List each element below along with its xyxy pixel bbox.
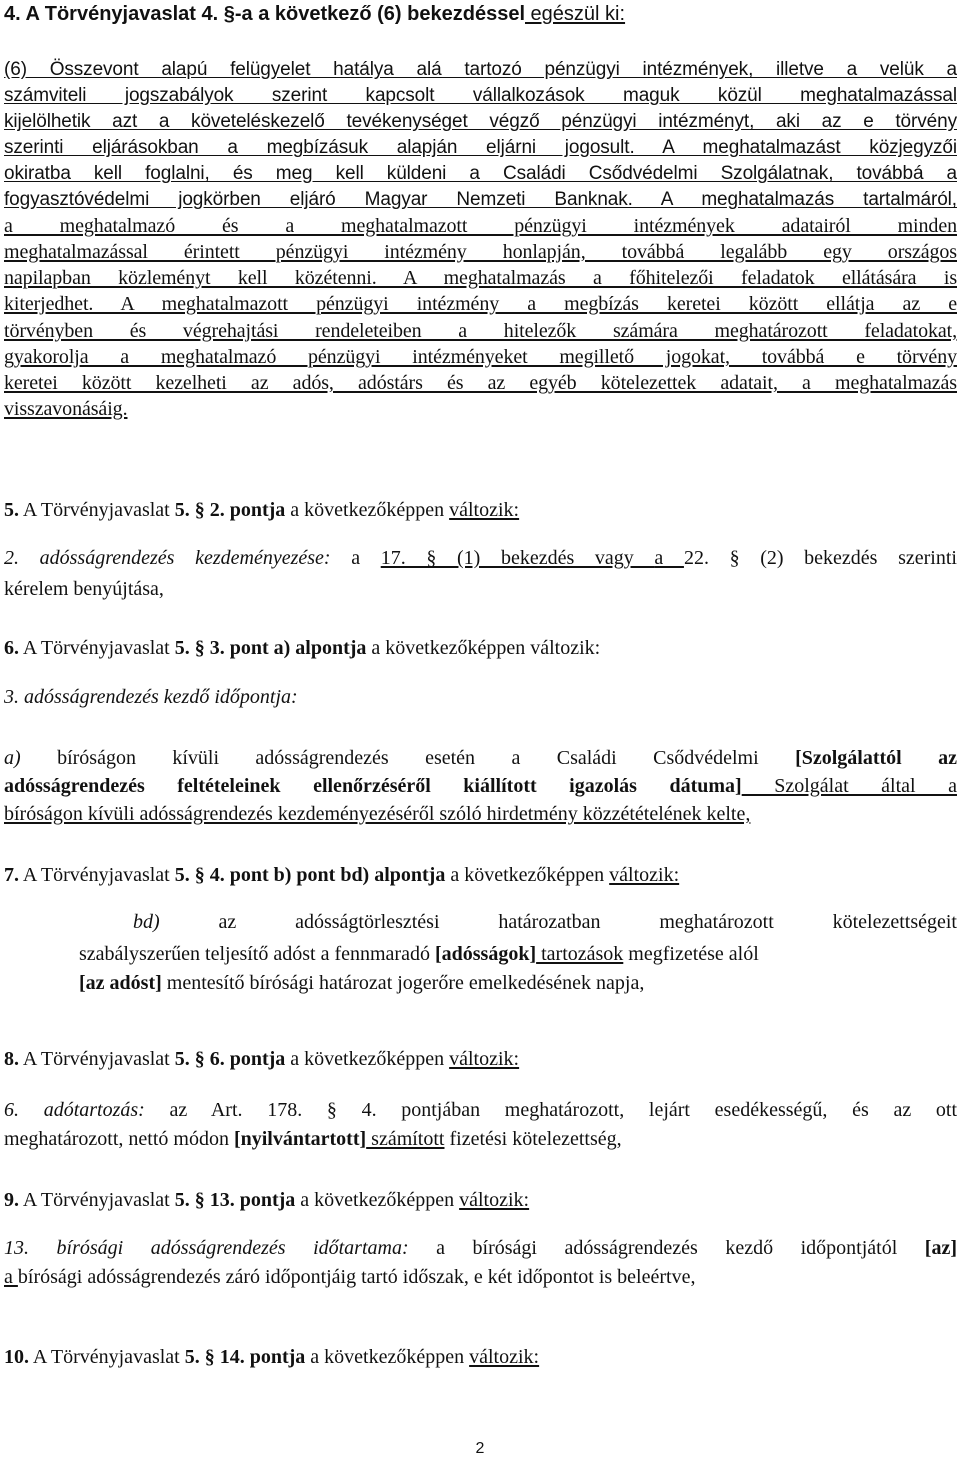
paragraph-line: okiratba kell foglalni, és meg kell küldeni a Családi Csődvédelmi Szolgálatnak, továbbá a	[4, 163, 957, 184]
section-9-line1	[4, 1235, 957, 1261]
section-7-line3	[79, 970, 957, 996]
section-6-line3: bíróságon kívüli adósságrendezés kezdeményezéséről szóló hirdetmény közzétételének kelte,	[4, 803, 751, 825]
paragraph-line: szerinti eljárásokban a megbízásuk alapján eljárni jogosult. A meghatalmazást közjegyzői	[4, 137, 957, 158]
section-6-heading	[4, 635, 957, 661]
section-number: 7.	[4, 864, 19, 886]
heading-reference: 5. § 3. pont a) alpontja	[174, 637, 367, 659]
heading-text: A Törvényjavaslat	[29, 1346, 185, 1368]
definition-2	[4, 545, 957, 571]
body-text: bírósági adósságrendezés záró időpontjáig tartó időszak, e két időpontot is beleértve,	[17, 1266, 696, 1288]
heading-reference: 5. § 2. pontja	[174, 499, 286, 521]
paragraph-line: meghatalmazással érintett pénzügyi intézmény honlapján, továbbá legalább egy országos	[4, 241, 957, 263]
body-text: az adósságtörlesztési határozatban meghatározott kötelezettségeit	[159, 911, 957, 933]
deleted-text: [az adóst]	[79, 972, 162, 994]
section-number: 6.	[4, 637, 19, 659]
heading-text: a következőképpen	[445, 864, 610, 886]
page-number: 2	[475, 1440, 485, 1457]
paragraph-line: visszavonásáig.	[4, 398, 128, 420]
heading-reference: 5. § 14. pontja	[184, 1346, 306, 1368]
definition-term: 2. adósságrendezés kezdeményezése:	[4, 547, 331, 569]
paragraph-line: fogyasztóvédelmi jogkörben eljáró Magyar Nemzeti Banknak. A meghatalmazás tartalmáról,	[4, 189, 957, 210]
body-text: megfizetése alól	[623, 943, 759, 965]
section-4-heading	[4, 1, 957, 27]
heading-change: változik:	[449, 499, 520, 521]
deleted-text: [nyilvántartott]	[233, 1128, 367, 1150]
definition-term: 6. adótartozás:	[4, 1099, 145, 1121]
heading-change: változik:	[459, 1189, 530, 1211]
section-9-heading	[4, 1187, 957, 1213]
section-7-line1	[133, 909, 957, 935]
heading-reference: 5. § 13. pontja	[174, 1189, 296, 1211]
section-number: 9.	[4, 1189, 19, 1211]
body-text: fizetési kötelezettség,	[444, 1128, 622, 1150]
definition-term: 13. bírósági adósságrendezés időtartama:	[4, 1237, 409, 1259]
deleted-text: [az]	[924, 1237, 957, 1259]
heading-reference: 5. § 4. pont b) pont bd) alpontja	[174, 864, 446, 886]
body-text: szabályszerűen teljesítő adóst a fennmaradó	[79, 943, 435, 965]
heading-text: A Törvényjavaslat	[19, 499, 175, 521]
point-label: bd)	[133, 911, 160, 933]
heading-text: a következőképpen	[295, 1189, 460, 1211]
heading-text: a következőképpen	[285, 499, 450, 521]
section-5-heading	[4, 497, 957, 523]
section-6-line1	[4, 745, 957, 771]
inserted-text: tartozások	[536, 943, 624, 965]
section-8-line1	[4, 1097, 957, 1123]
section-10-heading	[4, 1344, 957, 1370]
paragraph-line: a meghatalmazó és a meghatalmazott pénzügyi intézmények adatairól minden	[4, 215, 957, 237]
section-6-line2	[4, 773, 957, 799]
body-text: meghatározott, nettó módon	[4, 1128, 234, 1150]
section-4-heading-text: 4. A Törvényjavaslat 4. §-a a következő (6) bekezdéssel	[4, 3, 525, 25]
heading-change: változik:	[469, 1346, 540, 1368]
section-7-line2	[79, 941, 957, 967]
deleted-text: [Szolgálattól az	[795, 747, 957, 769]
paragraph-line: kijelölhetik azt a követeléskezelő tevékenységet végző pénzügyi intézményt, aki az e törvény	[4, 111, 957, 132]
section-8-line2	[4, 1126, 957, 1152]
paragraph-line: kiterjedhet. A meghatalmazott pénzügyi intézmény a megbízás keretei között ellátja az e	[4, 293, 957, 315]
body-text: mentesítő bírósági határozat jogerőre emelkedésének napja,	[161, 972, 645, 994]
heading-text: a következőképpen	[305, 1346, 470, 1368]
paragraph-line: napilapban közleményt kell közétenni. A meghatalmazás a főhitelezői feladatok ellátására is	[4, 267, 957, 289]
section-number: 10.	[4, 1346, 29, 1368]
heading-text: a következőképpen	[285, 1048, 450, 1070]
point-label: a)	[4, 747, 21, 769]
section-number: 8.	[4, 1048, 19, 1070]
heading-text: A Törvényjavaslat	[19, 637, 175, 659]
inserted-text: Szolgálat által a	[741, 775, 957, 797]
heading-text: A Törvényjavaslat	[19, 1189, 175, 1211]
section-4-heading-amendment: egészül ki:	[525, 3, 626, 25]
paragraph-line: számviteli jogszabályok szerint kapcsolt vállalkozások maguk közül meghatalmazással	[4, 85, 957, 106]
definition-text: a	[654, 547, 684, 569]
heading-text: a következőképpen változik:	[366, 637, 601, 659]
section-7-heading	[4, 862, 957, 888]
heading-text: A Törvényjavaslat	[19, 864, 175, 886]
inserted-text: a	[4, 1266, 18, 1288]
deleted-text: [adósságok]	[434, 943, 537, 965]
section-9-line2	[4, 1264, 957, 1290]
deleted-text: adósságrendezés feltételeinek ellenőrzéséről kiállított igazolás dátuma]	[4, 775, 742, 797]
heading-change: változik:	[609, 864, 680, 886]
definition-text: a	[330, 547, 381, 569]
body-text: a bírósági adósságrendezés kezdő időpontjától	[408, 1237, 925, 1259]
definition-text: 22. § (2) bekezdés szerinti	[683, 547, 957, 569]
definition-3-title: 3. adósságrendezés kezdő időpontja:	[4, 686, 298, 708]
heading-text: A Törvényjavaslat	[19, 1048, 175, 1070]
section-8-heading	[4, 1046, 957, 1072]
definition-2-line2: kérelem benyújtása,	[4, 578, 164, 600]
paragraph-line: törvényben és végrehajtási rendeleteiben a hitelezők számára meghatározott feladatokat,	[4, 320, 957, 342]
paragraph-line: keretei között kezelheti az adós, adóstárs és az egyéb kötelezettek adatait, a meghatalmazás	[4, 372, 957, 394]
inserted-text: számított	[366, 1128, 445, 1150]
section-number: 5.	[4, 499, 19, 521]
heading-change: változik:	[449, 1048, 520, 1070]
paragraph-line: (6) Összevont alapú felügyelet hatálya alá tartozó pénzügyi intézmények, illetve a velük a	[4, 59, 957, 80]
body-text: az Art. 178. § 4. pontjában meghatározott, lejárt esedékességű, és az ott	[144, 1099, 957, 1121]
paragraph-line: gyakorolja a meghatalmazó pénzügyi intézményeket megillető jogokat, továbbá e törvény	[4, 346, 957, 368]
heading-reference: 5. § 6. pontja	[174, 1048, 286, 1070]
body-text: bíróságon kívüli adósságrendezés esetén a Családi Csődvédelmi	[20, 747, 796, 769]
definition-text: 17. § (1) bekezdés vagy	[380, 547, 655, 569]
